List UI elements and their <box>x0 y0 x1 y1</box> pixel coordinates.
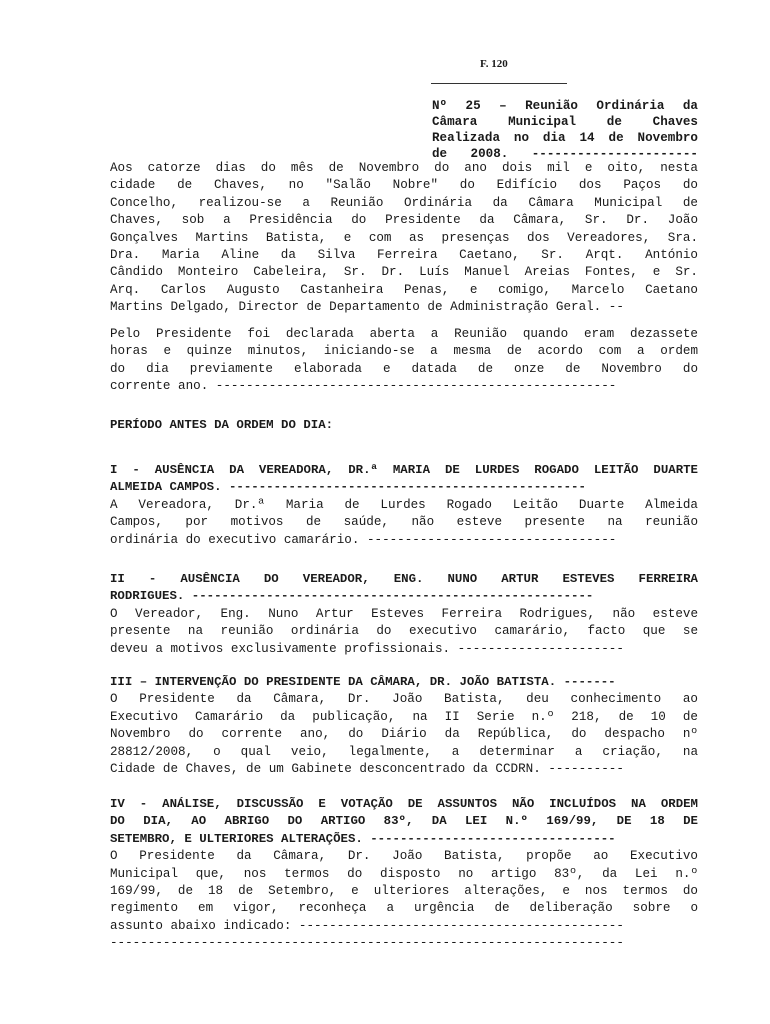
period-title <box>110 417 698 434</box>
heading-line: de 2008. ---------------------- <box>432 147 698 161</box>
section-title-line: ALMEIDA CAMPOS. ------------------------------------------------ <box>110 480 586 495</box>
paragraph-line: assunto abaixo indicado: ------------------------------------------- <box>110 918 624 933</box>
declaration-paragraph <box>110 326 698 396</box>
paragraph-line: do dia previamente elaborada e datada de onze de Novembro do <box>110 361 698 376</box>
paragraph-line: Novembro do corrente ano, do Diário da República, do despacho nº <box>110 727 698 742</box>
paragraph-line: ordinária do executivo camarário. --------------------------------- <box>110 532 617 547</box>
paragraph-line: Chaves, sob a Presidência do Presidente da Câmara, Sr. Dr. João <box>110 213 698 228</box>
section-title-line: IV - ANÁLISE, DISCUSSÃO E VOTAÇÃO DE ASSUNTOS NÃO INCLUÍDOS NA ORDEM <box>110 797 698 811</box>
section-2 <box>110 571 698 658</box>
section-title-line: II - AUSÊNCIA DO VEREADOR, ENG. NUNO ARTUR ESTEVES FERREIRA <box>110 572 698 586</box>
paragraph-line: 169/99, de 18 de Setembro, e ulteriores alterações, e nos termos do <box>110 884 698 899</box>
section-4 <box>110 796 698 953</box>
section-1 <box>110 462 698 549</box>
paragraph-line: Concelho, realizou-se a Reunião Ordinária da Câmara Municipal de <box>110 195 698 210</box>
paragraph-line: cidade de Chaves, no "Salão Nobre" do Edifício dos Paços do <box>110 178 698 193</box>
section-title-line: I - AUSÊNCIA DA VEREADORA, DR.ª MARIA DE LURDES ROGADO LEITÃO DUARTE <box>110 463 698 477</box>
paragraph-line: presente na reunião ordinária do executivo camarário, facto que se <box>110 624 698 639</box>
heading-line: Câmara Municipal de Chaves <box>432 115 698 129</box>
paragraph-line: Aos catorze dias do mês de Novembro do ano dois mil e oito, nesta <box>110 161 698 175</box>
paragraph-line: Cândido Monteiro Cabeleira, Sr. Dr. Luís Manuel Areias Fontes, e Sr. <box>110 265 698 280</box>
paragraph-line: horas e quinze minutos, iniciando-se a mesma de acordo com a ordem <box>110 344 698 359</box>
paragraph-line: Martins Delgado, Director de Departamento de Administração Geral. -- <box>110 300 624 315</box>
folio-number: F. 120 <box>480 58 508 70</box>
section-3 <box>110 674 698 778</box>
section-title-line: RODRIGUES. ------------------------------------------------------ <box>110 589 594 604</box>
paragraph-line: deveu a motivos exclusivamente profissionais. ---------------------- <box>110 641 624 656</box>
paragraph-line: O Presidente da Câmara, Dr. João Batista, deu conhecimento ao <box>110 692 698 707</box>
paragraph-line: Arq. Carlos Augusto Castanheira Penas, e comigo, Marcelo Caetano <box>110 282 698 297</box>
paragraph-line: -------------------------------------------------------------------- <box>110 936 624 951</box>
section-title-line: SETEMBRO, E ULTERIORES ALTERAÇÕES. --------------------------------- <box>110 831 616 846</box>
paragraph-line: Executivo Camarário da publicação, na II Serie n.º 218, de 10 de <box>110 709 698 724</box>
heading-line: Realizada no dia 14 de Novembro <box>432 131 698 145</box>
folio-rule <box>431 83 567 84</box>
paragraph-line: Pelo Presidente foi declarada aberta a Reunião quando eram dezassete <box>110 327 698 341</box>
paragraph-line: A Vereadora, Dr.ª Maria de Lurdes Rogado Leitão Duarte Almeida <box>110 497 698 512</box>
paragraph-line: regimento em vigor, reconheça a urgência de deliberação sobre o <box>110 901 698 916</box>
paragraph-line: Municipal que, nos termos do disposto no artigo 83º, da Lei n.º <box>110 866 698 881</box>
paragraph-line: Campos, por motivos de saúde, não esteve presente na reunião <box>110 515 698 530</box>
section-heading: PERÍODO ANTES DA ORDEM DO DIA: <box>110 418 334 432</box>
heading-line: Nº 25 – Reunião Ordinária da <box>432 99 698 113</box>
opening-paragraph <box>110 160 698 317</box>
paragraph-line: 28812/2008, o qual veio, legalmente, a determinar a criação, na <box>110 744 698 759</box>
paragraph-line: Gonçalves Martins Batista, e com as presenças dos Vereadores, Sra. <box>110 230 698 245</box>
paragraph-line: Dra. Maria Aline da Silva Ferreira Caetano, Sr. Arqt. António <box>110 248 698 263</box>
paragraph-line: O Vereador, Eng. Nuno Artur Esteves Ferreira Rodrigues, não esteve <box>110 606 698 621</box>
minutes-heading <box>432 98 698 162</box>
section-title-line: DO DIA, AO ABRIGO DO ARTIGO 83º, DA LEI N.º 169/99, DE 18 DE <box>110 814 698 829</box>
paragraph-line: O Presidente da Câmara, Dr. João Batista, propõe ao Executivo <box>110 849 698 864</box>
section-title-line: III – INTERVENÇÃO DO PRESIDENTE DA CÂMARA, DR. JOÃO BATISTA. ------- <box>110 675 616 689</box>
paragraph-line: Cidade de Chaves, de um Gabinete desconcentrado da CCDRN. ---------- <box>110 762 624 777</box>
paragraph-line: corrente ano. ----------------------------------------------------- <box>110 379 617 394</box>
